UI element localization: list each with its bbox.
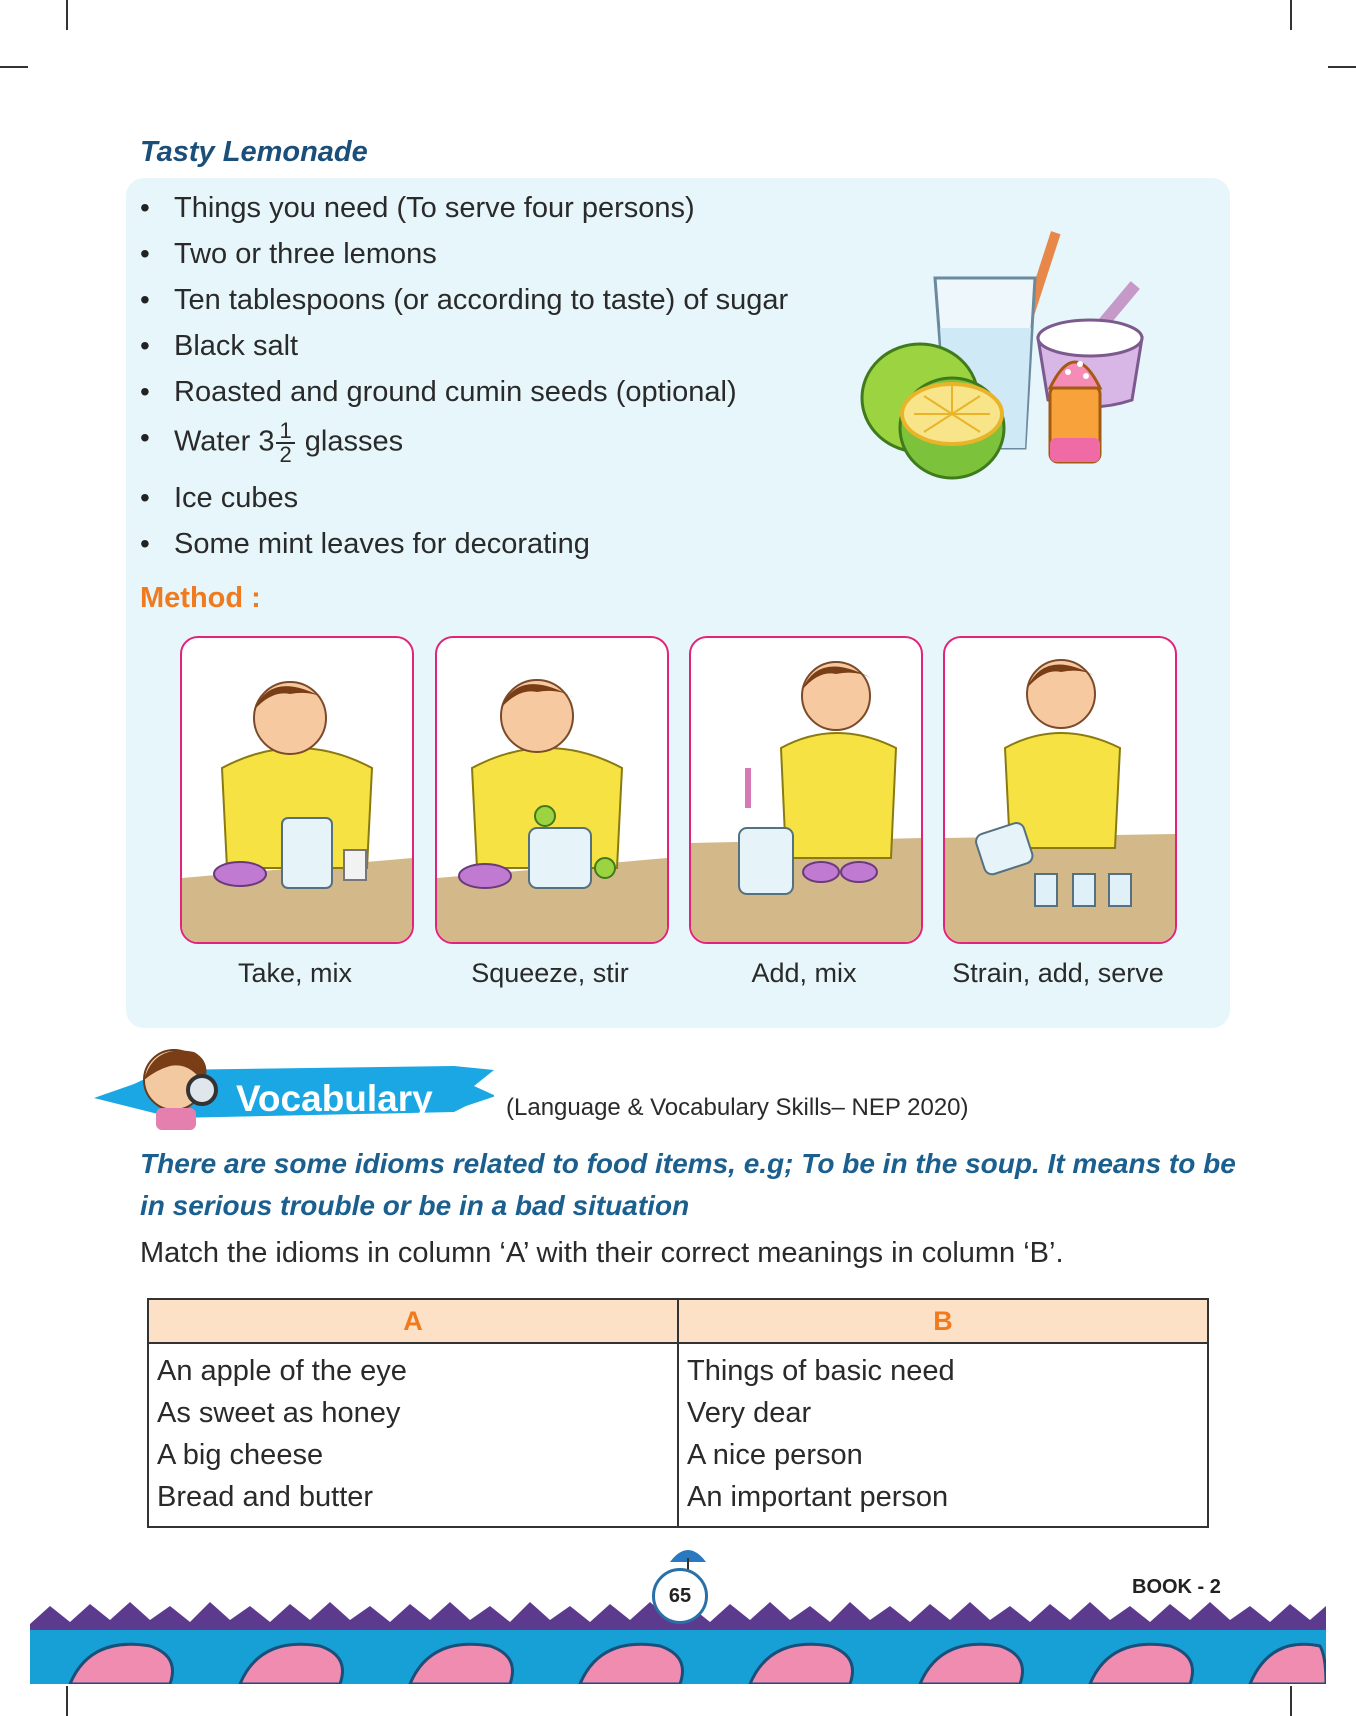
meaning-item: Very dear — [687, 1397, 812, 1429]
idiom-intro: There are some idioms related to food items, e.g; To be in the soup. It means to be in serious trouble or be in a bad situation — [140, 1148, 1236, 1221]
vocabulary-heading: Vocabulary — [236, 1078, 433, 1119]
column-b-header: B — [678, 1299, 1208, 1343]
list-item: • Two or three lemons — [140, 236, 788, 282]
idiom-item: Bread and butter — [157, 1481, 374, 1513]
column-b-cell — [678, 1343, 1208, 1527]
boy-adding-illustration — [691, 638, 921, 942]
meaning-item: A nice person — [687, 1439, 863, 1471]
water-prefix: Water 3 — [174, 425, 275, 458]
meaning-item: An important person — [687, 1481, 949, 1513]
meaning-item: Things of basic need — [687, 1355, 955, 1387]
crop-mark — [1290, 1686, 1292, 1716]
list-item: • Things you need (To serve four persons) — [140, 190, 788, 236]
idiom-match-table — [147, 1298, 1209, 1528]
step-caption: Strain, add, serve — [952, 958, 1164, 988]
method-label: Method : — [140, 582, 261, 614]
idiom-item: As sweet as honey — [157, 1397, 401, 1429]
column-a-header: A — [148, 1299, 678, 1343]
crop-mark — [66, 1686, 68, 1716]
method-panel-2 — [435, 636, 669, 944]
idiom-item: A big cheese — [157, 1439, 324, 1471]
method-panel-4 — [943, 636, 1177, 944]
lemonade-ingredients-illustration — [840, 218, 1180, 480]
step-caption: Squeeze, stir — [471, 958, 629, 988]
water-suffix: glasses — [304, 425, 404, 458]
fraction — [276, 420, 294, 466]
method-panel-1 — [180, 636, 414, 944]
method-panel-3 — [689, 636, 923, 944]
crop-mark — [0, 66, 28, 68]
instruction: Match the idioms in column ‘A’ with their correct meanings in column ‘B’. — [140, 1237, 1064, 1269]
list-item: • Black salt — [140, 328, 788, 374]
fraction-denominator: 2 — [279, 442, 292, 467]
crop-mark — [1290, 0, 1292, 30]
step-caption: Take, mix — [237, 958, 353, 988]
page-number: 65 — [652, 1568, 708, 1624]
list-item: • Ten tablespoons (or according to taste) of sugar — [140, 282, 788, 328]
nep-tag: (Language & Vocabulary Skills– NEP 2020) — [506, 1094, 969, 1121]
column-a-cell — [148, 1343, 678, 1527]
umbrella-icon — [668, 1544, 708, 1570]
idiom-item: An apple of the eye — [157, 1355, 407, 1387]
list-item-water — [140, 420, 788, 480]
crop-mark — [66, 0, 68, 30]
boy-serving-illustration — [945, 638, 1175, 942]
boy-mixing-illustration — [182, 638, 412, 942]
boy-squeezing-illustration — [437, 638, 667, 942]
list-item: • Some mint leaves for decorating — [140, 526, 788, 572]
list-item: • Ice cubes — [140, 480, 788, 526]
book-label: BOOK - 2 — [1132, 1576, 1221, 1598]
list-item: • Roasted and ground cumin seeds (optional) — [140, 374, 788, 420]
ingredient-list — [140, 190, 788, 572]
recipe-title: Tasty Lemonade — [140, 136, 368, 168]
crop-mark — [1328, 66, 1356, 68]
step-caption: Add, mix — [751, 958, 857, 988]
fraction-numerator: 1 — [276, 420, 294, 444]
